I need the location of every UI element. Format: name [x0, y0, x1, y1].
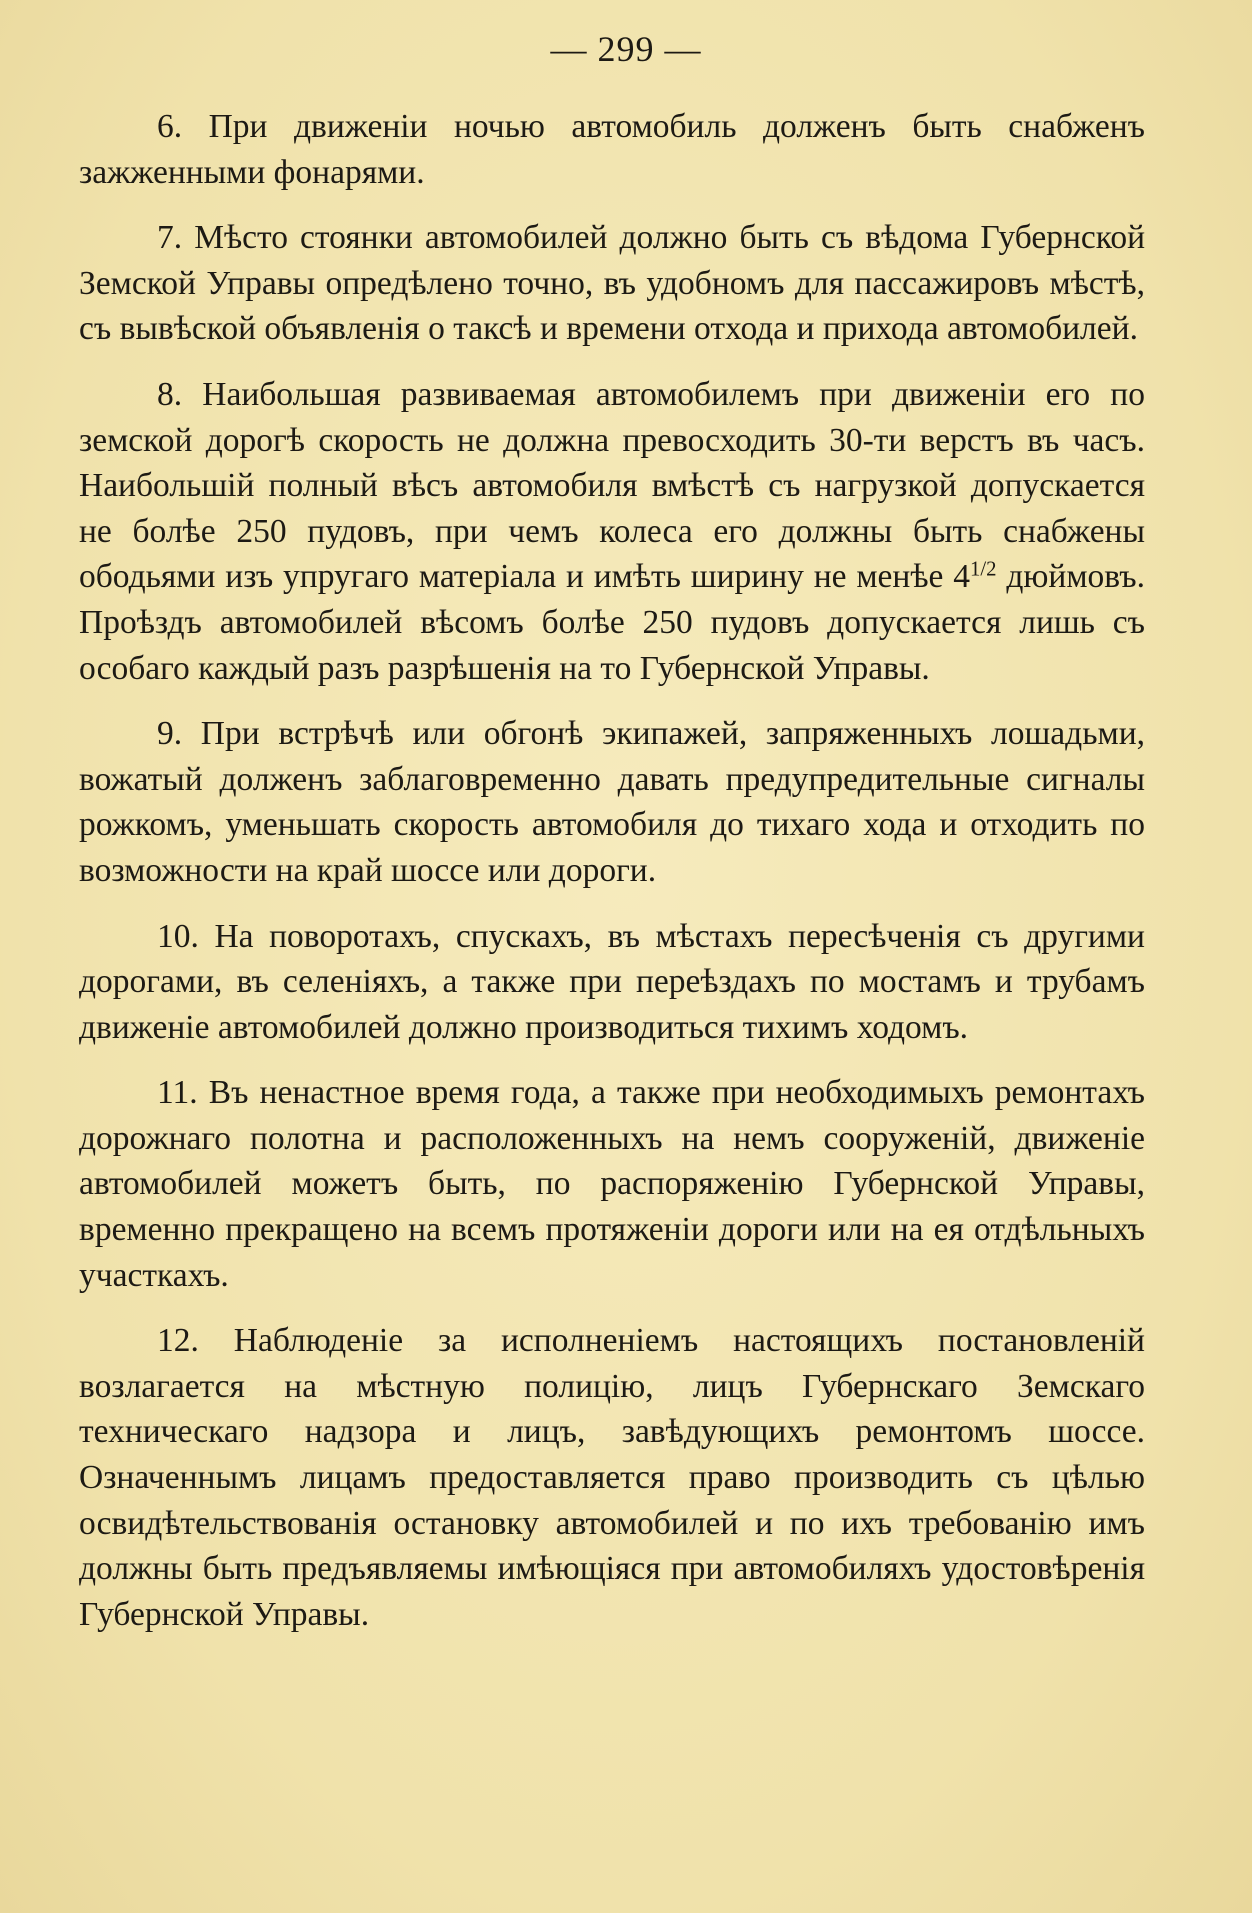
paragraph-8 — [79, 372, 1145, 691]
paragraph-7: 7. Мѣсто стоянки автомобилей должно быть съ вѣдома Губернской Земской Управы опредѣлено точно, въ удобномъ для пассажировъ мѣстѣ, съ вывѣской объявленія о таксѣ и времени отхода и прихода автомобилей. — [79, 219, 1145, 348]
paragraph-12: 12. Наблюденіе за исполненіемъ настоящихъ постановленій возлагается на мѣстную полицію, лицъ Губернскаго Земскаго техническаго надзора и лицъ, завѣдующихъ ремонтомъ шоссе. Означеннымъ лицамъ предоставляется право производить съ цѣлью освидѣтельствованія остановку автомобилей и по ихъ требованію имъ должны быть предъявляемы имѣющіяся при автомобиляхъ удостовѣренія Губернской Управы. — [79, 1322, 1145, 1633]
paragraph-8-text-end: дюймовъ. Проѣздъ автомобилей вѣсомъ болѣе 250 пудовъ допускается лишь съ особаго каждый разъ разрѣшенія на то Губернской Управы. — [79, 558, 1145, 687]
paragraph-9: 9. При встрѣчѣ или обгонѣ экипажей, запряженныхъ лошадьми, вожатый долженъ заблаговременно давать предупредительные сигналы рожкомъ, уменьшать скорость автомобиля до тихаго хода и отходить по возможности на край шоссе или дороги. — [79, 715, 1145, 889]
fraction-one-half: 1/2 — [969, 557, 997, 581]
paragraph-6: 6. При движеніи ночью автомобиль долженъ быть снабженъ зажженными фонарями. — [79, 108, 1145, 191]
paragraph-10: 10. На поворотахъ, спускахъ, въ мѣстахъ пересѣченія съ другими дорогами, въ селеніяхъ, а также при переѣздахъ по мостамъ и трубамъ движеніе автомобилей должно производиться тихимъ ходомъ. — [79, 917, 1145, 1046]
paragraph-11: 11. Въ ненастное время года, а также при необходимыхъ ремонтахъ дорожнаго полотна и расположенныхъ на немъ сооруженій, движеніе автомобилей можетъ быть, по распоряженію Губернской Управы, временно прекращено на всемъ протяженіи дороги или на ея отдѣльныхъ участкахъ. — [79, 1074, 1145, 1294]
document-body — [79, 104, 1145, 1657]
page-number: — 299 — — [550, 29, 702, 69]
paragraph-8-text-start: 8. Наибольшая развиваемая автомобилемъ при движеніи его по земской дорогѣ скорость не должна превосходить 30-ти верстъ въ часъ. Наибольшій полный вѣсъ автомобиля вмѣстѣ съ нагрузкой допускается не болѣе 250 пудовъ, при чемъ колеса его должны быть снабжены ободьями изъ упругаго матеріала и имѣть ширину не менѣе 4 — [79, 375, 1145, 596]
